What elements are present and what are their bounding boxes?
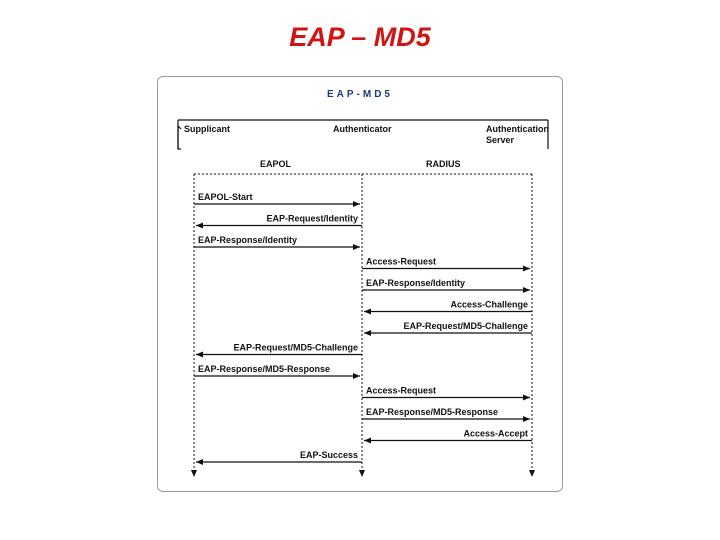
sequence-diagram [158,77,564,493]
message-label: EAP-Response/Identity [198,235,298,245]
message-label: EAP-Response/MD5-Response [198,364,331,374]
participant-auth-server: Authentication [486,124,549,134]
sequence-diagram-figure [157,76,563,492]
segment-eapol-label: EAPOL [260,159,292,169]
message-label: Access-Request [366,385,437,396]
slide-title: EAP – MD5 [289,22,431,52]
message-label: Access-Challenge [450,299,528,310]
segment-radius-label: RADIUS [426,159,461,169]
figure-title: EAP-MD5 [326,89,393,100]
message-label: EAPOL-Start [198,192,253,202]
message-label: EAP-Response/Identity [366,278,466,288]
message-label: Access-Request [366,256,437,267]
message-label: EAP-Response/MD5-Response [366,407,499,417]
participant-auth-server-line2: Server [486,135,515,145]
participant-authenticator: Authenticator [333,124,392,134]
message-label: EAP-Request/MD5-Challenge [403,321,528,331]
message-label: EAP-Success [299,450,358,460]
message-label: Access-Accept [463,428,528,439]
message-label: EAP-Request/Identity [266,213,358,224]
message-label: EAP-Request/MD5-Challenge [233,342,358,353]
participant-supplicant: Supplicant [184,124,231,134]
